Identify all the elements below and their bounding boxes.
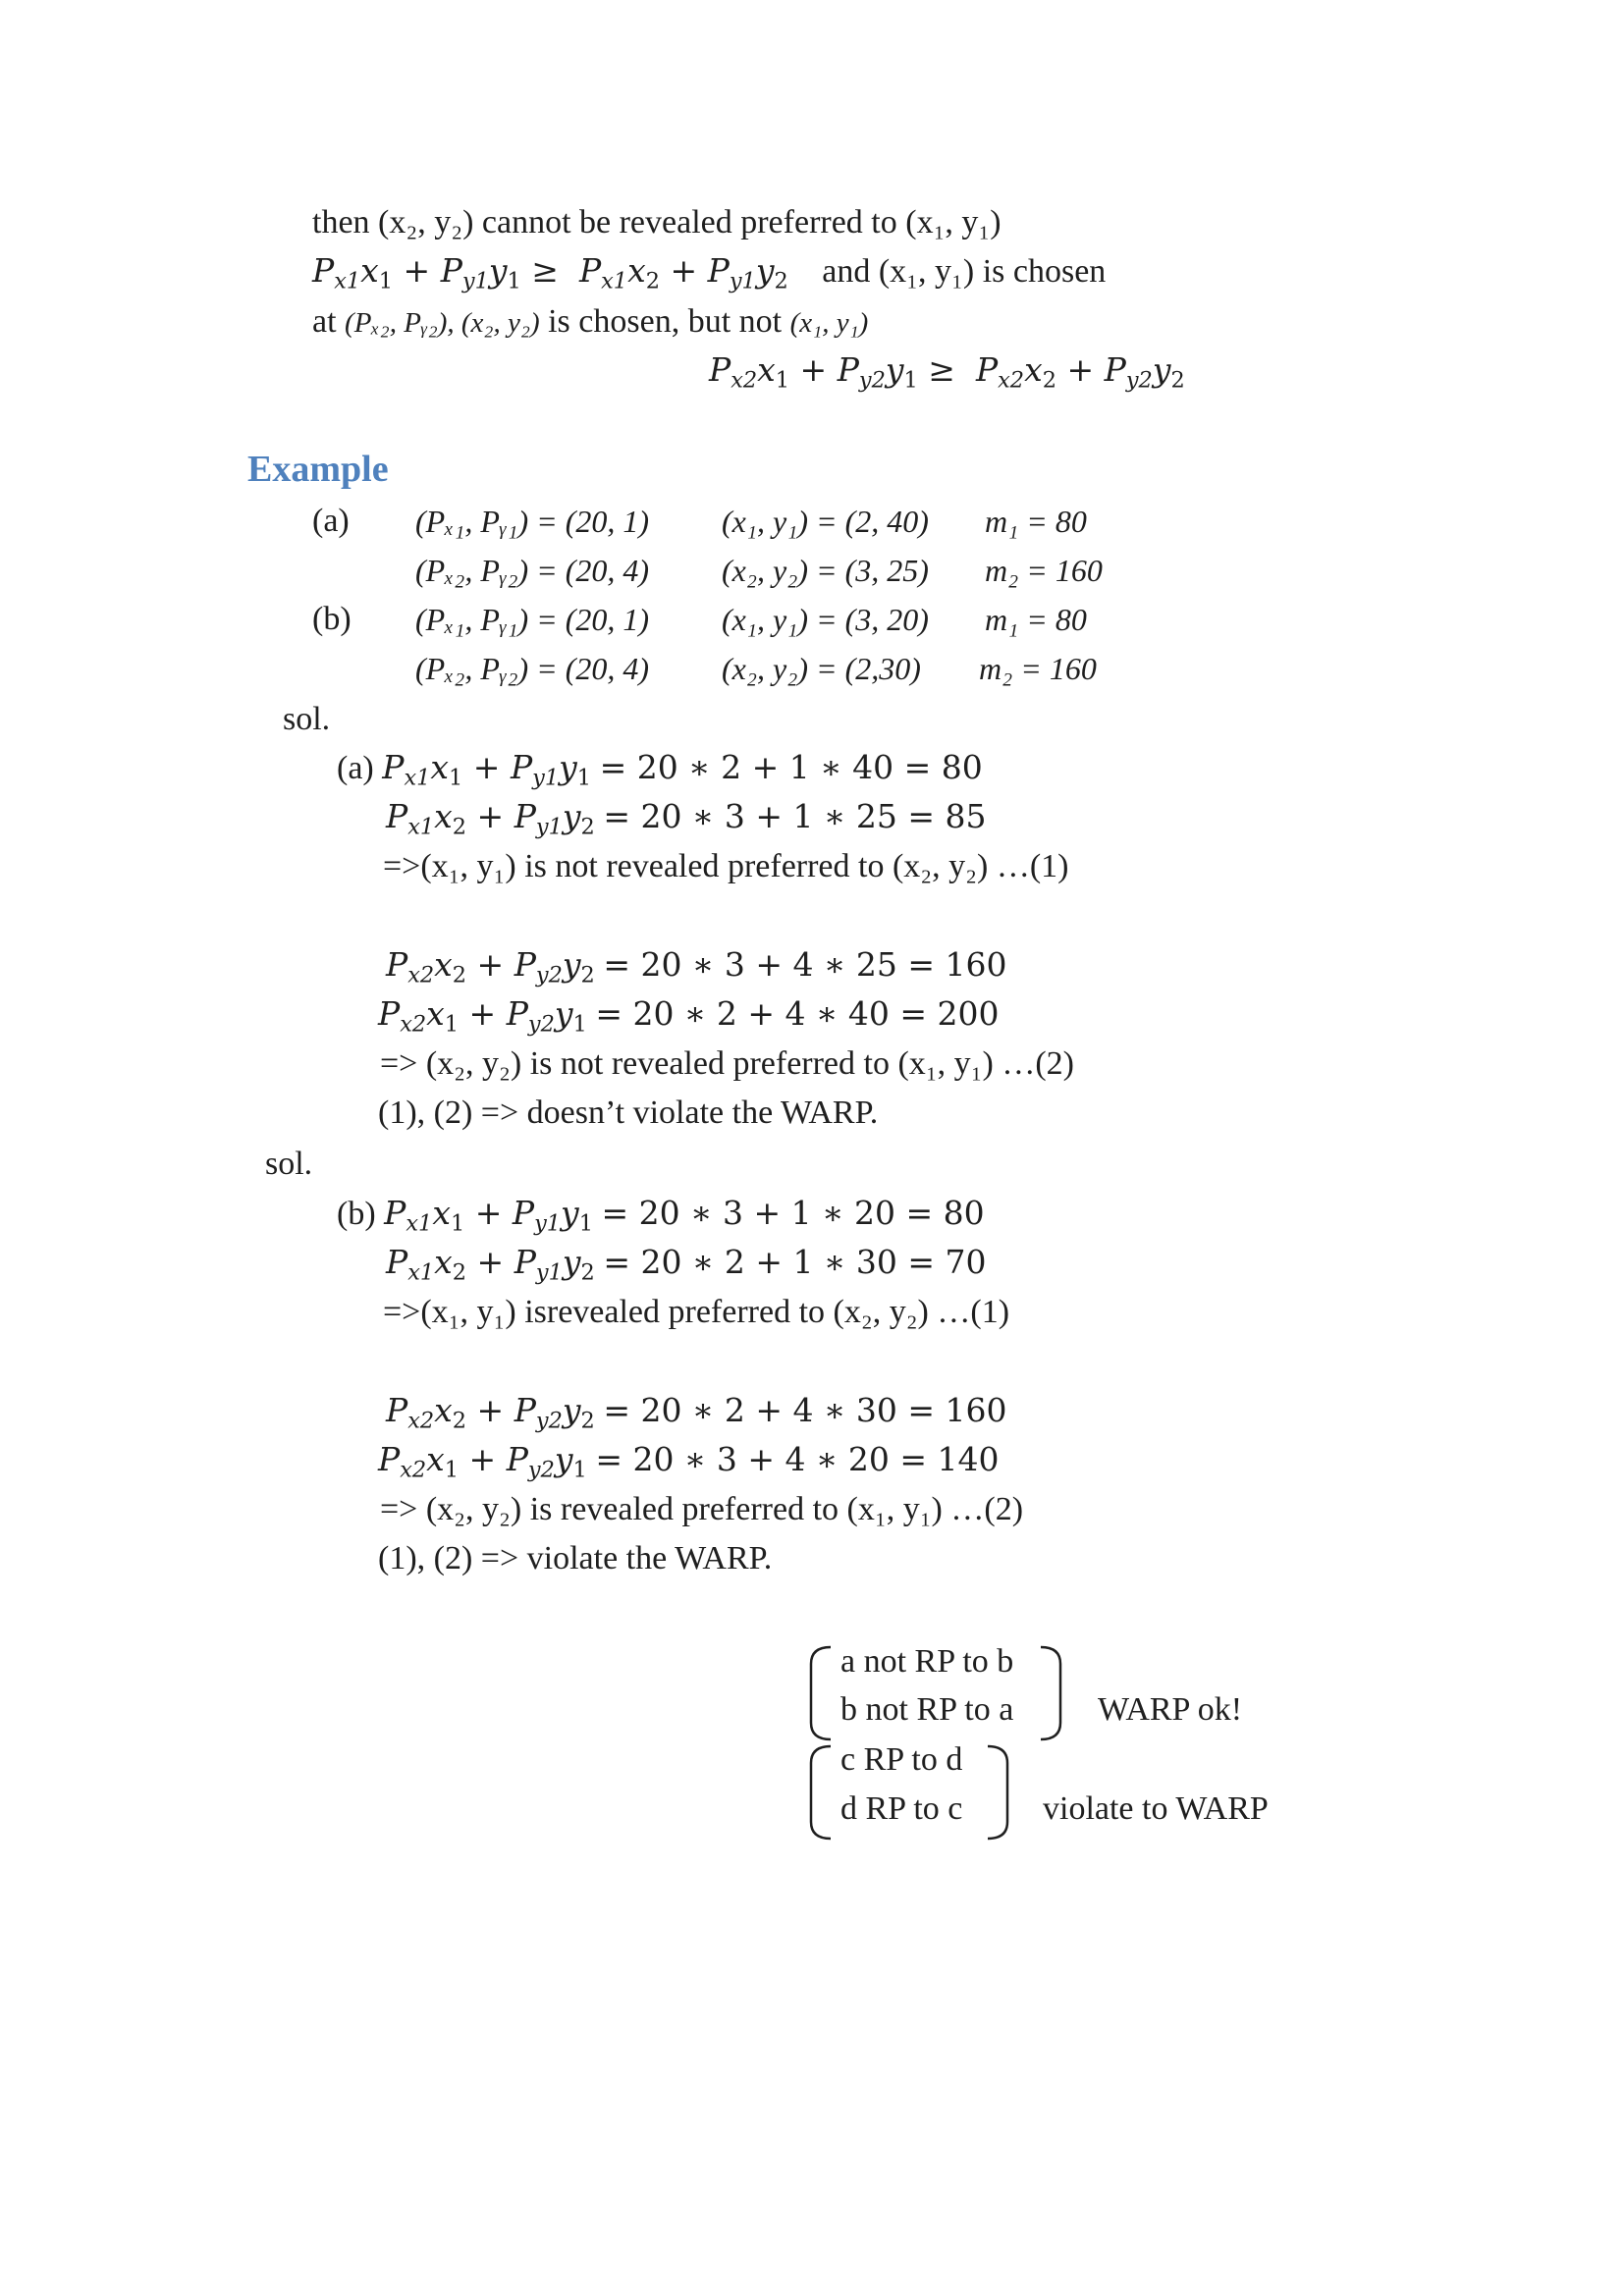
intro-line-1: then (x₂, y₂) cannot be revealed preferred to (x₁, y₁): [312, 204, 1001, 240]
example-row-4-bundle: (x₂, y₂) = (2,30): [722, 651, 921, 686]
inequality-1: [312, 251, 1106, 292]
example-row-1-prices: (Pₓ₁, Pᵧ₁) = (20, 1): [415, 504, 650, 539]
summary-group-2-note: violate to WARP: [1043, 1790, 1269, 1827]
sol-b-label: sol.: [265, 1146, 313, 1182]
sol-b-eq-4-lhs: Px2x1 + Py2y1: [378, 1440, 587, 1483]
summary-group-1-note: WARP ok!: [1098, 1691, 1243, 1728]
summary-group-1-right-bracket: [1039, 1644, 1068, 1742]
example-row-1-bundle: (x₁, y₁) = (2, 40): [722, 504, 929, 539]
example-b-label: (b): [312, 601, 352, 637]
sol-a-conclusion-1: =>(x₁, y₁) is not revealed preferred to (x₂, y₂) …(1): [383, 848, 1069, 884]
example-row-4-income: m₂ = 160: [979, 651, 1097, 686]
intro-line-3-a: at: [312, 303, 337, 340]
intro-line-3: [312, 302, 868, 343]
sol-b-eq-1-lhs: Px1x1 + Py1y1: [384, 1194, 593, 1237]
summary-group-1-line-2: b not RP to a: [840, 1691, 1014, 1728]
sol-b-conclusion-3: (1), (2) => violate the WARP.: [378, 1540, 773, 1576]
example-row-2-income: m₂ = 160: [985, 553, 1103, 588]
example-heading: Example: [247, 449, 389, 490]
sol-a-eq-3-rhs: = 20 ∗ 3 + 4 ∗ 25 = 160: [603, 945, 1007, 984]
sol-a-eq-1-lhs: Px1x1 + Py1y1: [382, 748, 592, 791]
sol-a-eq-4-lhs: Px2x1 + Py2y1: [378, 994, 587, 1038]
summary-group-2-left-bracket: [803, 1743, 833, 1842]
example-a-label: (a): [312, 503, 350, 539]
sol-a-conclusion-2: => (x₂, y₂) is not revealed preferred to (x₁, y₁) …(2): [380, 1045, 1074, 1082]
sol-a-eq-3: [386, 945, 1007, 986]
summary-group-2-line-2: d RP to c: [840, 1790, 963, 1827]
example-row-1-income: m₁ = 80: [985, 504, 1087, 539]
sol-b-eq-4-rhs: = 20 ∗ 3 + 4 ∗ 20 = 140: [595, 1440, 1000, 1478]
sol-b-conclusion-2: => (x₂, y₂) is revealed preferred to (x₁, y₁) …(2): [380, 1491, 1024, 1527]
sol-a-part-label: (a): [337, 750, 374, 786]
summary-group-1-line-1: a not RP to b: [840, 1643, 1014, 1680]
sol-b-eq-3-lhs: Px2x2 + Py2y2: [386, 1391, 595, 1434]
sol-a-eq-2-rhs: = 20 ∗ 3 + 1 ∗ 25 = 85: [603, 797, 987, 835]
inequality-2: [709, 350, 1185, 394]
inequality-1-formula: Px1x1 + Py1y1 ≥ Px1x2 + Py1y2: [312, 251, 788, 294]
sol-b-eq-2-rhs: = 20 ∗ 2 + 1 ∗ 30 = 70: [603, 1243, 987, 1281]
sol-b-eq-1-rhs: = 20 ∗ 3 + 1 ∗ 20 = 80: [601, 1194, 985, 1232]
summary-group-1-left-bracket: [803, 1644, 833, 1742]
sol-a-eq-4: [378, 994, 1000, 1038]
sol-a-eq-2-lhs: Px1x2 + Py1y2: [386, 797, 595, 840]
sol-b-conclusion-1: =>(x₁, y₁) isrevealed preferred to (x₂, y₂) …(1): [383, 1294, 1010, 1330]
sol-b-part-label: (b): [337, 1196, 376, 1232]
intro-line-3-b: (Pₓ₂, Pᵧ₂), (x₂, y₂): [345, 307, 540, 339]
sol-b-eq-2: [386, 1243, 987, 1286]
summary-group-2-right-bracket: [986, 1743, 1015, 1842]
intro-line-3-d: (x₁, y₁): [789, 307, 869, 339]
sol-b-eq-4: [378, 1440, 1000, 1483]
example-row-3-income: m₁ = 80: [985, 602, 1087, 637]
sol-a-label: sol.: [283, 701, 331, 737]
sol-b-eq-3: [386, 1391, 1007, 1434]
intro-line-3-c: is chosen, but not: [548, 303, 783, 340]
sol-a-eq-1: [337, 748, 983, 791]
sol-b-eq-2-lhs: Px1x2 + Py1y2: [386, 1243, 595, 1286]
example-row-2-bundle: (x₂, y₂) = (3, 25): [722, 553, 929, 588]
inequality-2-formula: Px2x1 + Py2y1 ≥ Px2x2 + Py2y2: [709, 350, 1185, 394]
sol-a-eq-1-rhs: = 20 ∗ 2 + 1 ∗ 40 = 80: [599, 748, 983, 786]
sol-b-eq-1: [337, 1194, 985, 1237]
example-row-4-prices: (Pₓ₂, Pᵧ₂) = (20, 4): [415, 651, 650, 686]
example-row-3-prices: (Pₓ₁, Pᵧ₁) = (20, 1): [415, 602, 650, 637]
sol-a-eq-4-rhs: = 20 ∗ 2 + 4 ∗ 40 = 200: [595, 994, 1000, 1033]
sol-a-eq-2: [386, 797, 987, 840]
sol-b-eq-3-rhs: = 20 ∗ 2 + 4 ∗ 30 = 160: [603, 1391, 1007, 1429]
sol-a-conclusion-3: (1), (2) => doesn’t violate the WARP.: [378, 1095, 879, 1131]
inequality-1-note: and (x₁, y₁) is chosen: [822, 253, 1107, 290]
sol-a-eq-3-lhs: Px2x2 + Py2y2: [386, 945, 595, 988]
example-row-3-bundle: (x₁, y₁) = (3, 20): [722, 602, 929, 637]
summary-group-2-line-1: c RP to d: [840, 1741, 963, 1778]
example-row-2-prices: (Pₓ₂, Pᵧ₂) = (20, 4): [415, 553, 650, 588]
